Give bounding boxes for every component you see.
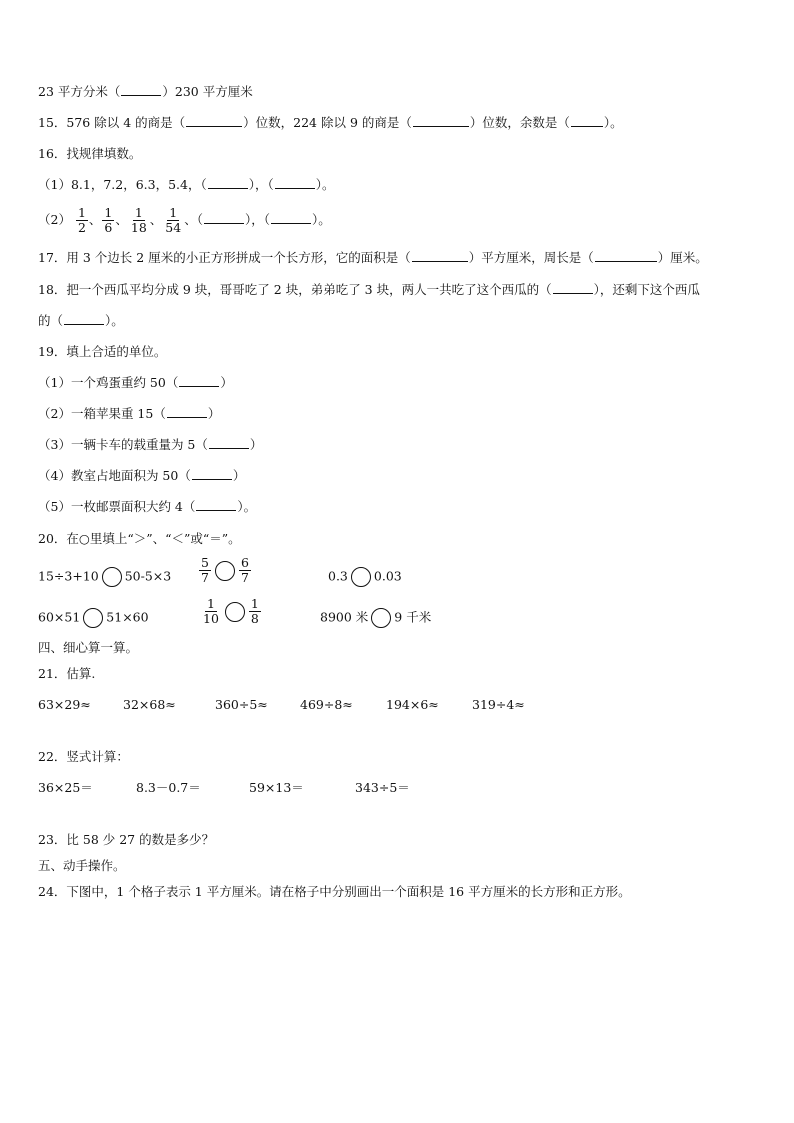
- estimate-item: 194×6≈: [386, 697, 439, 712]
- question-19-part-3: （3）一辆卡车的载重量为 5（ ）: [38, 437, 263, 452]
- compare-circle[interactable]: [102, 567, 122, 587]
- answer-blank[interactable]: [64, 313, 104, 325]
- compare-item: 60×51 51×60: [38, 608, 149, 628]
- compare-item: 0.3 0.03: [328, 567, 402, 587]
- compare-circle[interactable]: [225, 602, 245, 622]
- question-23: 23．比 58 少 27 的数是多少？: [38, 832, 215, 847]
- question-19-part-2: （2）一箱苹果重 15（ ）: [38, 406, 221, 421]
- fraction: $\frac{1}{10}$: [203, 596, 219, 626]
- answer-blank[interactable]: [204, 212, 244, 224]
- question-20-title: 20．在○里填上“＞”、“＜”或“＝”。: [38, 531, 241, 546]
- answer-blank[interactable]: [413, 115, 469, 127]
- question-18-cont: 的（ ）。: [38, 313, 124, 328]
- fraction: $\frac{1}{18}$: [130, 205, 147, 235]
- fraction: $\frac{5}{7}$: [201, 555, 209, 585]
- question-19-title: 19．填上合适的单位。: [38, 344, 167, 359]
- answer-blank[interactable]: [275, 177, 315, 189]
- answer-blank[interactable]: [192, 468, 232, 480]
- question-24: 24．下图中，1 个格子表示 1 平方厘米。请在格子中分别画出一个面积是 16 平方厘米的长方形和正方形。: [38, 884, 631, 899]
- vertical-calc-item: 36×25＝: [38, 780, 93, 795]
- estimate-item: 319÷4≈: [472, 697, 525, 712]
- answer-blank[interactable]: [186, 115, 242, 127]
- answer-blank[interactable]: [595, 250, 657, 262]
- question-18: 18．把一个西瓜平均分成 9 块，哥哥吃了 2 块，弟弟吃了 3 块，两人一共吃了这个西瓜的（ ），还剩下这个西瓜: [38, 282, 700, 297]
- question-15: 15．576 除以 4 的商是（ ）位数，224 除以 9 的商是（ ）位数，余数是（ ）。: [38, 115, 623, 130]
- section-heading-5: 五、动手操作。: [38, 858, 126, 873]
- fraction: $\frac{1}{8}$: [250, 596, 259, 626]
- compare-item: [200, 597, 262, 626]
- estimate-item: 63×29≈: [38, 697, 91, 712]
- fraction: $\frac{1}{54}$: [165, 205, 182, 235]
- question-19-part-4: （4）教室占地面积为 50（ ）: [38, 468, 246, 483]
- estimate-item: 32×68≈: [123, 697, 176, 712]
- question-19-part-5: （5）一枚邮票面积大约 4（ ）。: [38, 499, 257, 514]
- question-19-part-1: （1）一个鸡蛋重约 50（ ）: [38, 375, 233, 390]
- compare-circle[interactable]: [351, 567, 371, 587]
- compare-circle[interactable]: [83, 608, 103, 628]
- question-16-part-2: （2） $\frac{1}{2}$ 、 $\frac{1}{6}$ 、 $\frac{1}{18}$ 、 $\frac{1}{54}$ 、（ ），（ ）。: [38, 205, 331, 235]
- answer-blank[interactable]: [209, 437, 249, 449]
- answer-blank[interactable]: [121, 84, 161, 96]
- fraction: $\frac{1}{2}$: [77, 205, 86, 235]
- question-21-title: 21．估算.: [38, 666, 96, 681]
- vertical-calc-item: 343÷5＝: [355, 780, 410, 795]
- question-16-title: 16．找规律填数。: [38, 146, 142, 161]
- compare-item: [198, 556, 252, 585]
- answer-blank[interactable]: [167, 406, 207, 418]
- answer-blank[interactable]: [412, 250, 468, 262]
- vertical-calc-item: 59×13＝: [249, 780, 304, 795]
- fraction: $\frac{6}{7}$: [240, 555, 249, 585]
- compare-item: 15÷3+10 50-5×3: [38, 567, 171, 587]
- question-17: 17．用 3 个边长 2 厘米的小正方形拼成一个长方形，它的面积是（ ）平方厘米，周长是（ ）厘米。: [38, 250, 708, 265]
- answer-blank[interactable]: [196, 499, 236, 511]
- compare-line-area: 23 平方分米（ ）230 平方厘米: [38, 84, 253, 99]
- estimate-item: 360÷5≈: [215, 697, 268, 712]
- compare-circle[interactable]: [371, 608, 391, 628]
- compare-circle[interactable]: [215, 561, 235, 581]
- answer-blank[interactable]: [179, 375, 219, 387]
- question-16-part-1: （1）8.1，7.2，6.3，5.4，（ ），（ ）。: [38, 177, 335, 192]
- answer-blank[interactable]: [553, 282, 593, 294]
- section-heading-4: 四、细心算一算。: [38, 640, 139, 655]
- answer-blank[interactable]: [271, 212, 311, 224]
- compare-item: 8900 米 9 千米: [320, 608, 431, 628]
- answer-blank[interactable]: [571, 115, 603, 127]
- estimate-item: 469÷8≈: [300, 697, 353, 712]
- answer-blank[interactable]: [208, 177, 248, 189]
- fraction: $\frac{1}{6}$: [104, 205, 113, 235]
- question-22-title: 22．竖式计算：: [38, 749, 129, 764]
- vertical-calc-item: 8.3－0.7＝: [136, 780, 201, 795]
